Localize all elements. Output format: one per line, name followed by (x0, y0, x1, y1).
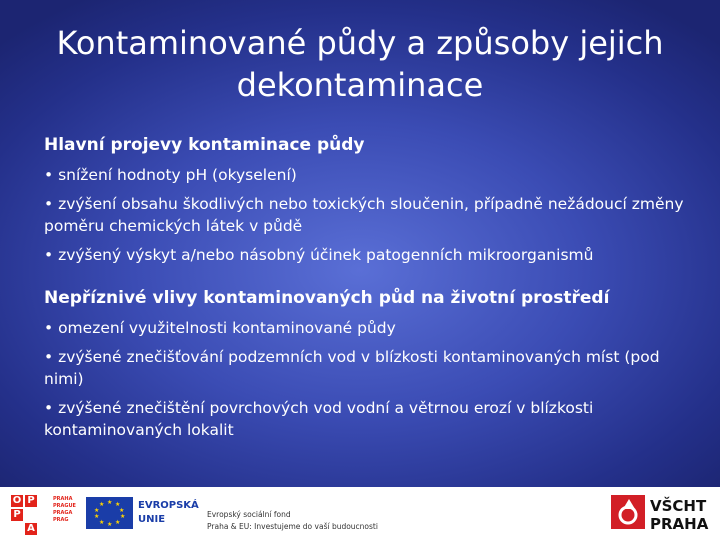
praha-line: PRAHA (53, 496, 73, 502)
vscht-label (650, 497, 708, 533)
opp-letter: P (11, 509, 23, 521)
bullet-item: • zvýšení obsahu škodlivých nebo toxických sloučenin, případně nežádoucí změny poměru chemických látek v půdě (44, 195, 684, 235)
vscht-line: VŠCHT (650, 497, 707, 515)
praha-language-stack (53, 496, 76, 524)
esf-line: Praha & EU: Investujeme do vaší budoucnosti (207, 522, 378, 531)
esf-line: Evropský sociální fond (207, 510, 291, 519)
bullet-item: • zvýšený výskyt a/nebo násobný účinek patogenních mikroorganismů (44, 246, 594, 264)
praha-line: PRAGUE (53, 503, 76, 509)
eu-flag-icon: ★ ★ ★ ★ ★ ★ ★ ★ ★ ★ (86, 497, 133, 529)
opp-letter: P (25, 495, 37, 507)
praha-line: PRAGA (53, 510, 73, 516)
eu-label (138, 499, 199, 527)
bullet-item: • zvýšené znečišťování podzemních vod v blízkosti kontaminovaných míst (pod nimi) (44, 348, 660, 388)
vscht-line: PRAHA (650, 515, 709, 533)
eu-label-line: EVROPSKÁ (138, 500, 199, 511)
section-heading: Hlavní projevy kontaminace půdy (44, 135, 365, 155)
bullet-item: • zvýšené znečištění povrchových vod vodní a větrnou erozí v blízkosti kontaminovaných lokalit (44, 399, 594, 439)
slide-title: Kontaminované půdy a způsoby jejich dekontaminace (56, 24, 664, 104)
bullet-item: • omezení využitelnosti kontaminované půdy (44, 319, 396, 337)
section-main-symptoms (44, 133, 684, 266)
opp-letter-grid (11, 495, 51, 535)
praha-line: PRAG (53, 517, 69, 523)
opp-letter: A (25, 523, 37, 535)
section-environmental-impacts (44, 286, 684, 441)
bullet-item: • snížení hodnoty pH (okyselení) (44, 166, 297, 184)
section-heading: Nepříznivé vlivy kontaminovaných půd na životní prostředí (44, 288, 610, 308)
esf-caption (207, 509, 378, 533)
eu-label-line: UNIE (138, 514, 166, 525)
opp-letter: O (12, 495, 22, 506)
opp-praha-logo (11, 495, 81, 535)
slide-content (44, 133, 684, 448)
logo-footer (0, 487, 720, 540)
vscht-logo-icon (611, 495, 645, 529)
